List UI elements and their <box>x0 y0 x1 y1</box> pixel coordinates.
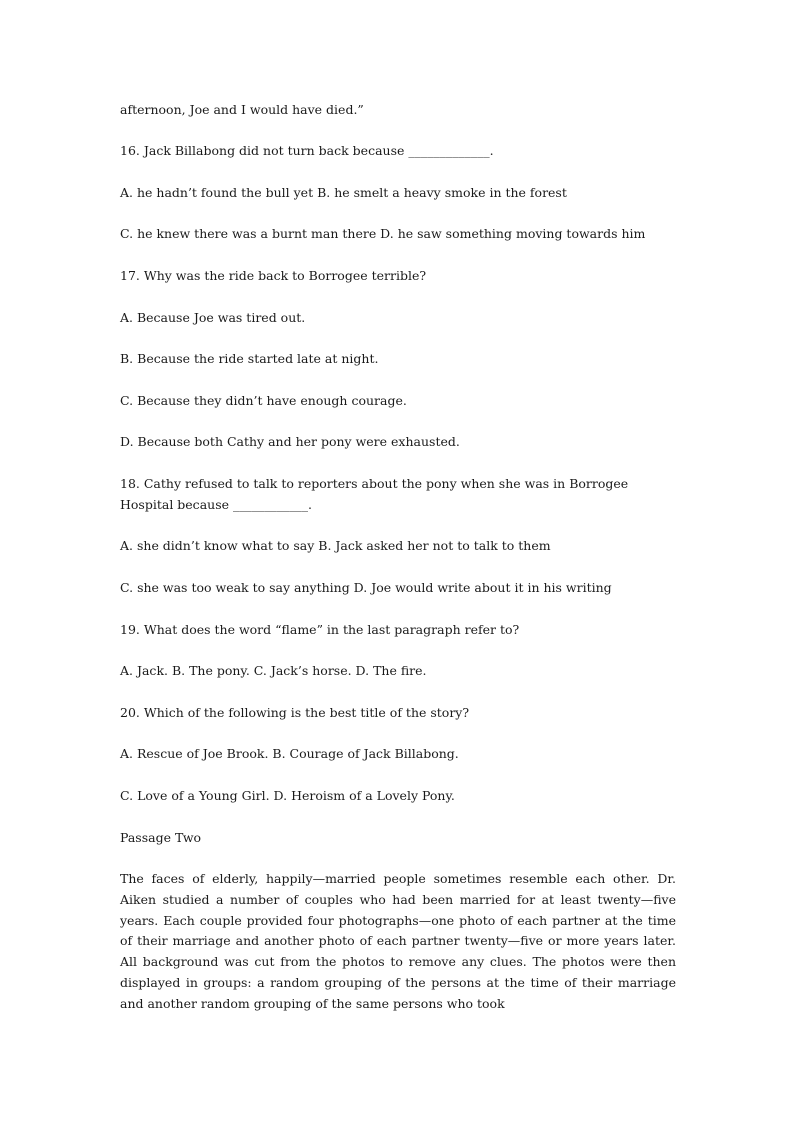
q20-options-cd: C. Love of a Young Girl. D. Heroism of a Lovely Pony. <box>120 788 455 803</box>
question-18-line-1: 18. Cathy refused to talk to reporters about the pony when she was in Borrogee <box>120 476 629 491</box>
q18-options-cd: C. she was too weak to say anything D. Joe would write about it in his writing <box>120 580 612 595</box>
q18-options-ab: A. she didn’t know what to say B. Jack asked her not to talk to them <box>120 538 551 553</box>
q20-options-ab: A. Rescue of Joe Brook. B. Courage of Jack Billabong. <box>120 746 459 761</box>
q16-options-cd: C. he knew there was a burnt man there D. he saw something moving towards him <box>120 226 646 241</box>
question-17: 17. Why was the ride back to Borrogee terrible? <box>120 268 427 283</box>
q17-option-d: D. Because both Cathy and her pony were exhausted. <box>120 434 460 449</box>
q16-options-ab: A. he hadn’t found the bull yet B. he smelt a heavy smoke in the forest <box>120 185 567 200</box>
question-20: 20. Which of the following is the best title of the story? <box>120 705 470 720</box>
q17-option-b: B. Because the ride started late at night. <box>120 351 379 366</box>
passage-two-paragraph: The faces of elderly, happily—married people sometimes resemble each other. Dr. Aiken studied a number of couples who had been married for at least twenty—five years. Each couple provided four photographs—one photo of each partner at the time of their marriage and another photo of each partner twenty—five or more years later. All background was cut from the photos to remove any clues. The photos were then displayed in groups: a random grouping of the persons at the time of their marriage and another random grouping of the same persons who took <box>120 871 676 1011</box>
q17-option-a: A. Because Joe was tired out. <box>120 310 306 325</box>
q17-option-c: C. Because they didn’t have enough courage. <box>120 393 407 408</box>
q19-options: A. Jack. B. The pony. C. Jack’s horse. D. The fire. <box>120 663 427 678</box>
passage-end-line: afternoon, Joe and I would have died.” <box>120 102 364 117</box>
section-heading-passage-two: Passage Two <box>120 830 202 845</box>
question-16: 16. Jack Billabong did not turn back because _____________. <box>120 143 494 158</box>
question-18-line-2: Hospital because ____________. <box>120 497 312 512</box>
question-19: 19. What does the word “flame” in the last paragraph refer to? <box>120 622 520 637</box>
